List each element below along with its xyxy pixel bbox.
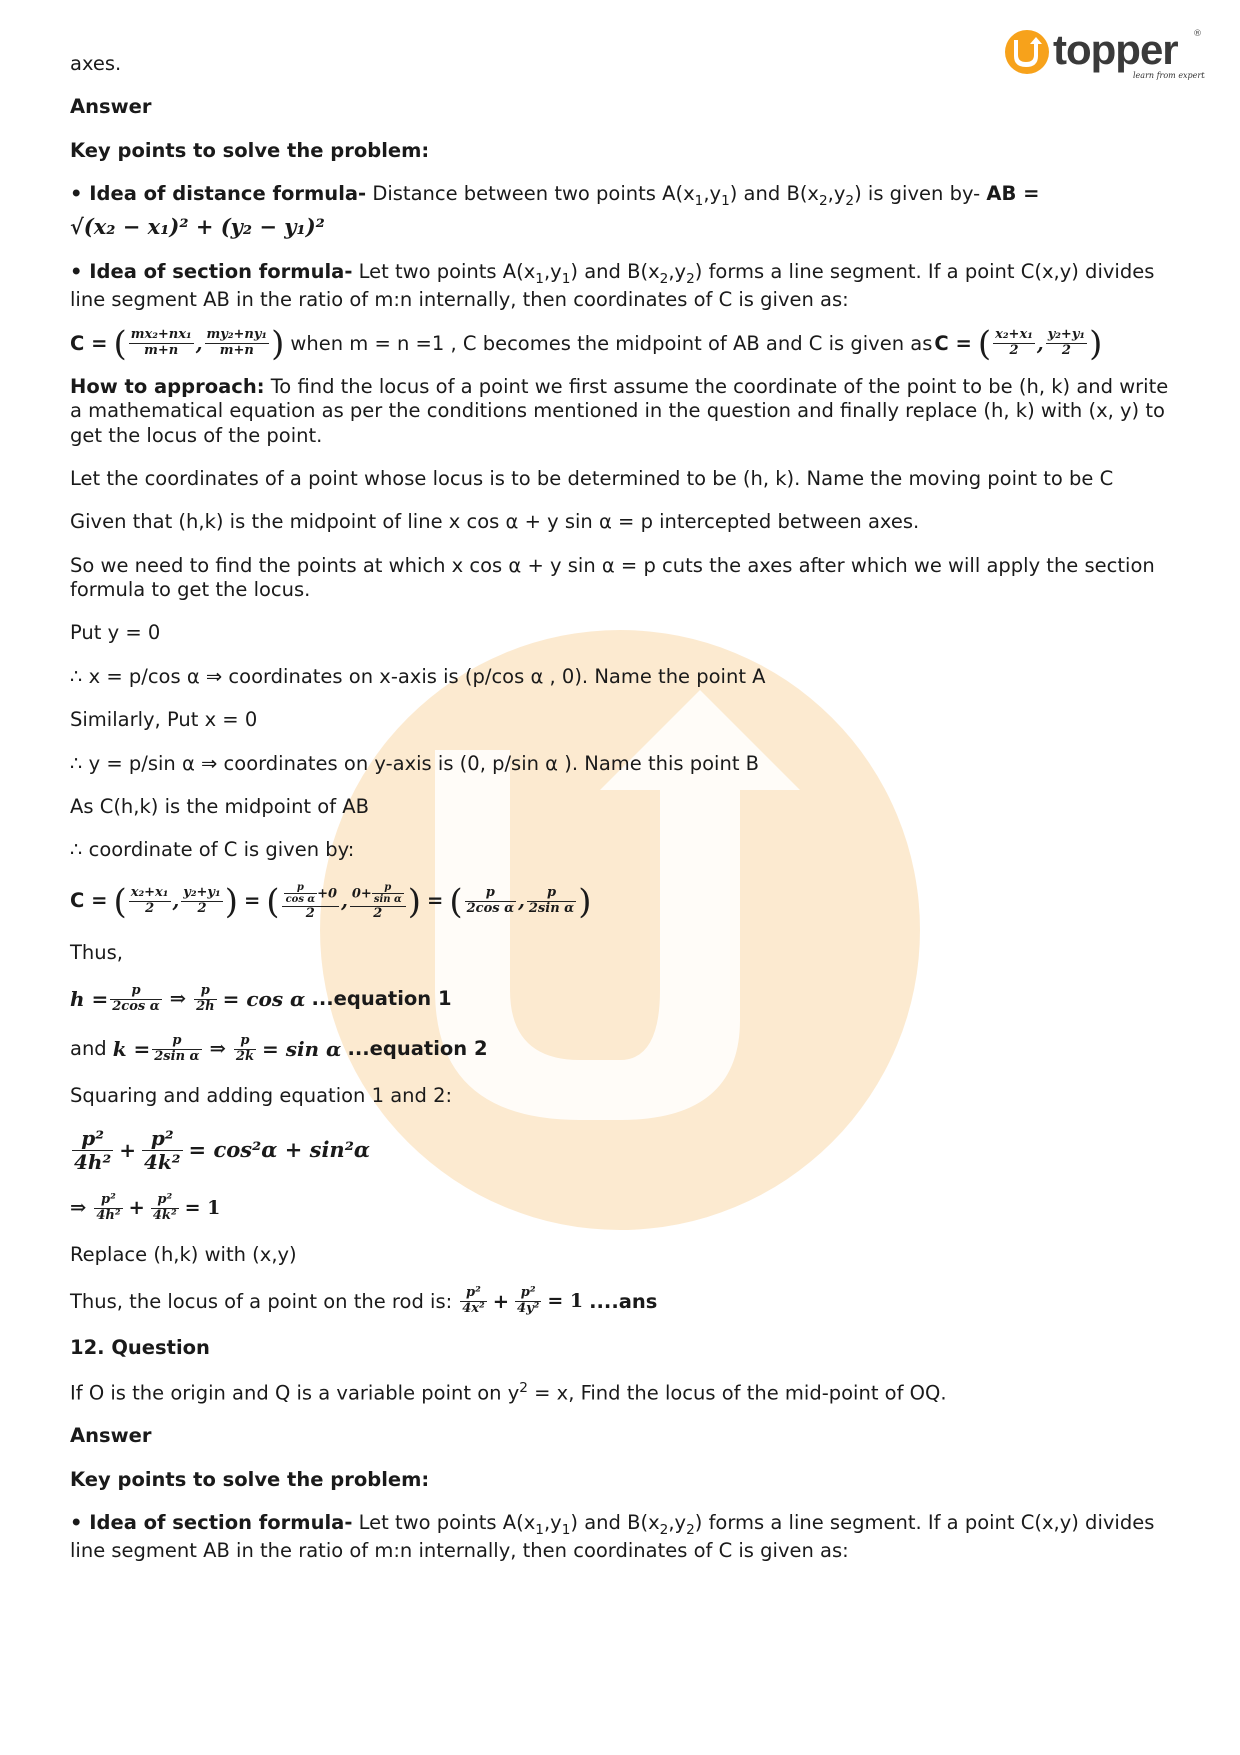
topper-logo (1005, 22, 1205, 92)
step-assume: Let the coordinates of a point whose locus is to be determined to be (h, k). Name the moving point to be C (70, 466, 1114, 490)
step-point-b: ∴ y = p/sin α ⇒ coordinates on y-axis is (0, p/sin α ). Name this point B (70, 751, 760, 775)
squared-equation: $\frac{\text{p²}}{\text{4h²}}$ + $\frac{\text{p²}}{\text{4k²}}$ = cos²α + sin²α (74, 1126, 371, 1175)
squaring-step: Squaring and adding equation 1 and 2: (70, 1083, 453, 1107)
section-formula-point: • Idea of section formula- Let two points $A(x_1,y_1)$ and $B(x_2,y_2)$ forms a line segment. If a point C(x,y) divides line segment AB in the ratio of m:n internally, then coordinates of C is given as: (70, 260, 1155, 312)
replace-step: Replace (h,k) with (x,y) (70, 1242, 297, 1266)
step-put-y: Put y = 0 (70, 621, 161, 645)
thus-label: Thus, (70, 940, 123, 964)
step-midpoint: As C(h,k) is the midpoint of AB (70, 794, 369, 818)
step-find-points: So we need to find the points at which x cos α + y sin α = p cuts the axes after which we will apply the section formula to get the locus. (70, 553, 1155, 602)
svg-text:topper: topper (1053, 26, 1178, 73)
key-points-heading-2: Key points to solve the problem: (70, 1467, 430, 1491)
svg-text:®: ® (1193, 29, 1202, 39)
key-points-heading: Key points to solve the problem: (70, 138, 430, 162)
text-axes: axes. (70, 52, 122, 75)
content (70, 52, 1175, 1583)
svg-text:learn from experts: learn from experts (1133, 71, 1205, 80)
locus-answer: Thus, the locus of a point on the rod is: $\frac{\text{p²}}{\text{4x²}}$ + $\frac{\text{p²}}{\text{4y²}}$ = 1 ....ans (70, 1285, 658, 1317)
answer-heading-2: Answer (70, 1424, 152, 1448)
step-put-x: Similarly, Put x = 0 (70, 708, 258, 732)
step-coordinate: ∴ coordinate of C is given by: (70, 838, 355, 862)
distance-formula-math: √(x₂ − x₁)² + (y₂ − y₁)² (70, 214, 325, 240)
equation-1: h = $\frac{p}{\text{2cos α}}$ ⇒ $\frac{p}{2h}$ = cos α ...equation 1 (70, 982, 452, 1014)
how-to-approach: How to approach: To find the locus of a point we first assume the coordinate of the point to be (h, k) and write a mathematical equation as per the conditions mentioned in the question and finally replace (h, k) with (x, y) to get the locus of the point. (70, 374, 1169, 447)
equation-2: and k = $\frac{p}{\text{2sin α}}$ ⇒ $\frac{p}{2k}$ = sin α ...equation 2 (70, 1032, 488, 1064)
distance-formula-point: • Idea of distance formula- Distance between two points $A(x_1,y_1)$ and $B(x_2,y_2)$ is given by- AB = (70, 182, 1040, 210)
question-12-heading: 12. Question (70, 1336, 210, 1360)
midpoint-equation: C = ( $\frac{\text{x₂+x₁}}{2}$ , $\frac{\text{y₂+y₁}}{2}$ ) = ( $\frac{p}{\text{cos α}}$ +0 2 , 0+ $\frac{p}{\text{sin α}}$ 2 ) = ( $\frac{p}{\text{2cos α}}$ , $\frac{p}{\text{2sin α}}$ ) (70, 881, 592, 922)
answer-heading: Answer (70, 95, 152, 119)
question-12-text: If O is the origin and Q is a variable point on $y^2 = x$, Find the locus of the mid-point of OQ. (70, 1379, 947, 1405)
section-formula-equation: C = ( $\frac{\text{mx₂+nx₁}}{m+n}$ , $\frac{\text{my₂+ny₁}}{m+n}$ ) when m = n =1 , C becomes the midpoint of AB and C is given as C = ( $\frac{\text{x₂+x₁}}{2}$ , $\frac{\text{y₂+y₁}}{2}$ ) (70, 323, 1103, 364)
step-point-a: ∴ x = p/cos α ⇒ coordinates on x-axis is (p/cos α , 0). Name the point A (70, 664, 766, 688)
simplified-equation: ⇒ $\frac{\text{p²}}{\text{4h²}}$ + $\frac{\text{p²}}{\text{4k²}}$ = 1 (70, 1192, 221, 1224)
topper-logo-icon (1005, 22, 1205, 92)
section-formula-point-2: • Idea of section formula- Let two points $A(x_1,y_1)$ and $B(x_2,y_2)$ forms a line segment. If a point C(x,y) divides line segment AB in the ratio of m:n internally, then coordinates of C is given as: (70, 1511, 1155, 1563)
step-given: Given that (h,k) is the midpoint of line x cos α + y sin α = p intercepted between axes. (70, 510, 920, 534)
